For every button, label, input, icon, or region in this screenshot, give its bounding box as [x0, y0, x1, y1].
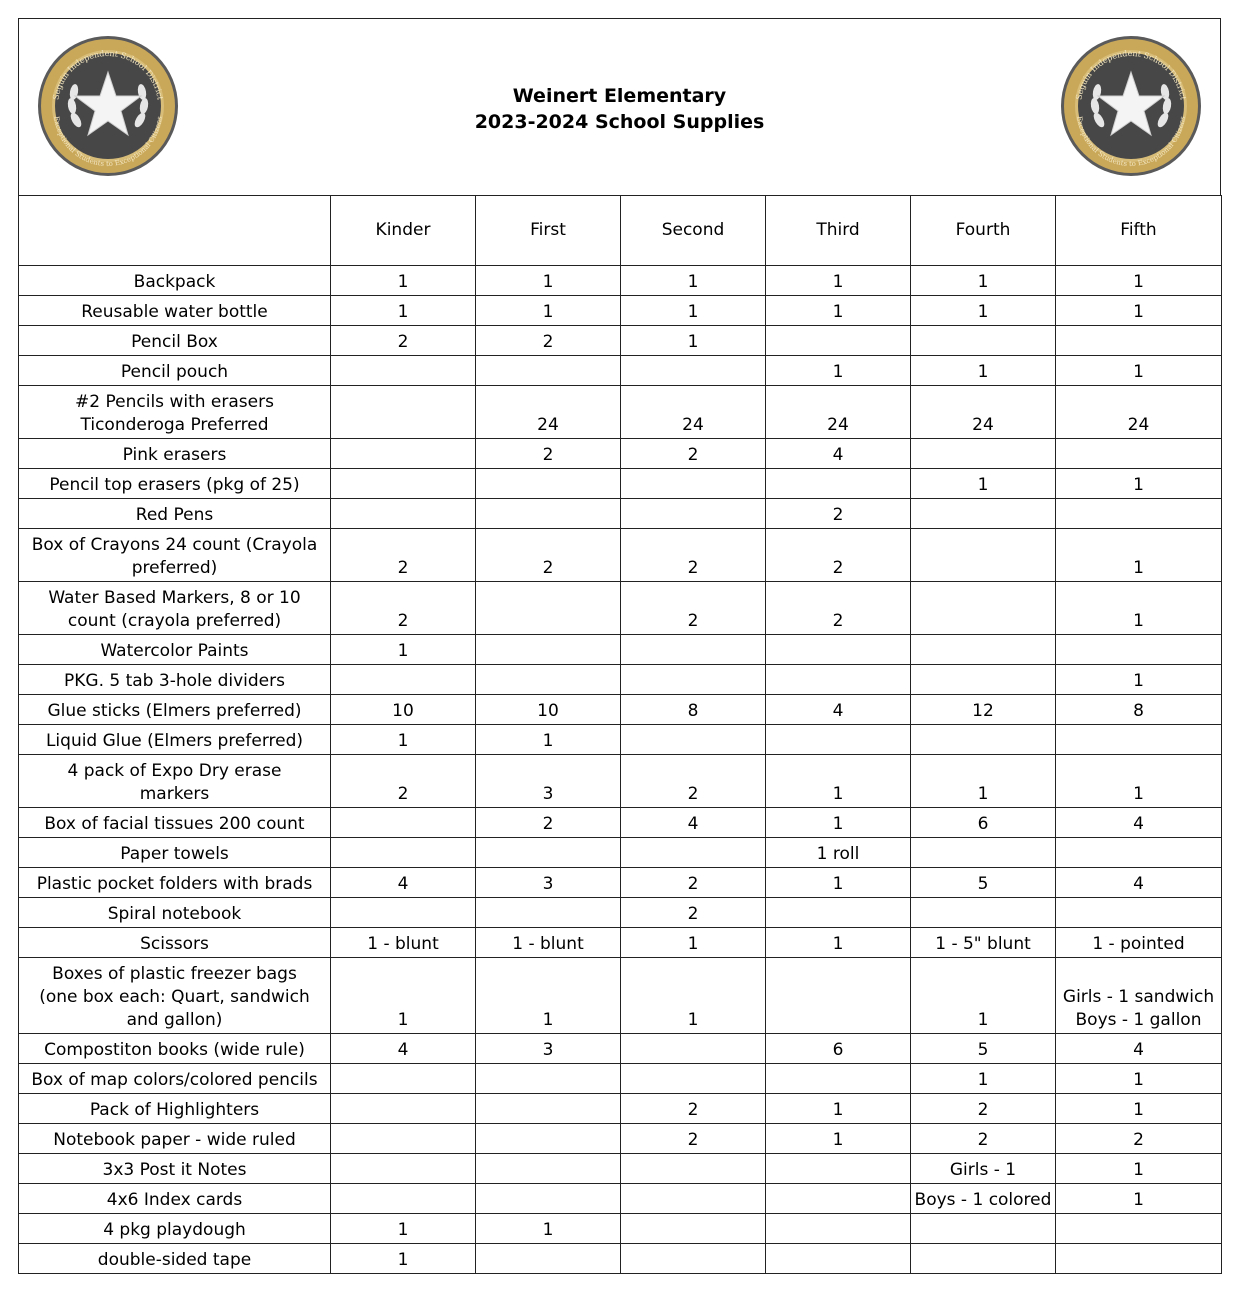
quantity-cell-fifth: [1056, 635, 1222, 665]
quantity-cell-kinder: [331, 499, 476, 529]
quantity-cell-first: 3: [476, 868, 621, 898]
quantity-cell-second: [621, 1154, 766, 1184]
quantity-cell-first: 2: [476, 808, 621, 838]
table-row: [19, 958, 1222, 1034]
quantity-cell-first: [476, 1124, 621, 1154]
quantity-cell-second: 2: [621, 529, 766, 582]
quantity-cell-first: 1: [476, 266, 621, 296]
quantity-cell-kinder: 1: [331, 1244, 476, 1274]
quantity-cell-fifth: 1: [1056, 1094, 1222, 1124]
table-row: [19, 838, 1222, 868]
quantity-cell-third: [766, 1184, 911, 1214]
quantity-cell-second: 8: [621, 695, 766, 725]
quantity-cell-fifth: 2: [1056, 1124, 1222, 1154]
svg-text:Seguin Independent School Dist: Seguin Independent School District: [51, 48, 165, 101]
quantity-cell-kinder: 1 - blunt: [331, 928, 476, 958]
quantity-cell-first: 2: [476, 529, 621, 582]
table-row: [19, 356, 1222, 386]
item-name-cell: Spiral notebook: [19, 898, 331, 928]
quantity-cell-fourth: 1: [911, 356, 1056, 386]
table-row: [19, 1124, 1222, 1154]
quantity-cell-first: [476, 1154, 621, 1184]
quantity-cell-first: [476, 1184, 621, 1214]
quantity-cell-kinder: 2: [331, 755, 476, 808]
quantity-cell-first: 1: [476, 296, 621, 326]
table-row: [19, 1154, 1222, 1184]
table-row: [19, 1064, 1222, 1094]
quantity-cell-fifth: [1056, 499, 1222, 529]
quantity-cell-second: [621, 356, 766, 386]
quantity-cell-first: [476, 1244, 621, 1274]
list-title: 2023-2024 School Supplies: [474, 111, 765, 133]
quantity-cell-kinder: [331, 838, 476, 868]
quantity-cell-third: 1: [766, 868, 911, 898]
quantity-cell-second: 1: [621, 266, 766, 296]
quantity-cell-third: [766, 1244, 911, 1274]
item-name-cell: Pink erasers: [19, 439, 331, 469]
item-name-cell: Box of map colors/colored pencils: [19, 1064, 331, 1094]
quantity-cell-kinder: [331, 665, 476, 695]
quantity-cell-fifth: 8: [1056, 695, 1222, 725]
quantity-cell-fifth: 1: [1056, 296, 1222, 326]
item-name-cell: 3x3 Post it Notes: [19, 1154, 331, 1184]
quantity-cell-first: [476, 469, 621, 499]
quantity-cell-fourth: [911, 1214, 1056, 1244]
quantity-cell-second: 2: [621, 1094, 766, 1124]
table-row: [19, 529, 1222, 582]
item-name-cell: #2 Pencils with erasers Ticonderoga Preferred: [19, 386, 331, 439]
quantity-cell-kinder: 10: [331, 695, 476, 725]
quantity-cell-second: [621, 1214, 766, 1244]
table-row: [19, 296, 1222, 326]
svg-text:Exceptional Students to Except: Exceptional Students to Exceptional Citizens: [1075, 115, 1187, 169]
quantity-cell-first: 1: [476, 958, 621, 1034]
table-row: [19, 326, 1222, 356]
svg-text:Seguin Independent School Dist: Seguin Independent School District: [1074, 48, 1188, 101]
quantity-cell-fifth: [1056, 725, 1222, 755]
table-row: [19, 469, 1222, 499]
quantity-cell-second: [621, 838, 766, 868]
quantity-cell-second: 1: [621, 296, 766, 326]
quantity-cell-kinder: [331, 439, 476, 469]
quantity-cell-first: [476, 356, 621, 386]
quantity-cell-second: 2: [621, 439, 766, 469]
table-row: [19, 499, 1222, 529]
quantity-cell-fourth: Boys - 1 colored: [911, 1184, 1056, 1214]
quantity-cell-fifth: Girls - 1 sandwich Boys - 1 gallon: [1056, 958, 1222, 1034]
item-name-cell: Liquid Glue (Elmers preferred): [19, 725, 331, 755]
quantity-cell-second: 2: [621, 1124, 766, 1154]
quantity-cell-fifth: [1056, 1214, 1222, 1244]
item-name-cell: Pack of Highlighters: [19, 1094, 331, 1124]
item-name-cell: Compostiton books (wide rule): [19, 1034, 331, 1064]
quantity-cell-fifth: 1: [1056, 266, 1222, 296]
header-cell-first: First: [476, 196, 621, 266]
quantity-cell-fourth: [911, 499, 1056, 529]
table-row: [19, 755, 1222, 808]
quantity-cell-second: [621, 1034, 766, 1064]
quantity-cell-first: 1 - blunt: [476, 928, 621, 958]
item-name-cell: Pencil top erasers (pkg of 25): [19, 469, 331, 499]
item-name-cell: Boxes of plastic freezer bags (one box each: Quart, sandwich and gallon): [19, 958, 331, 1034]
item-name-cell: PKG. 5 tab 3-hole dividers: [19, 665, 331, 695]
quantity-cell-third: 2: [766, 582, 911, 635]
header-cell-second: Second: [621, 196, 766, 266]
grade-header-row: [19, 196, 1222, 266]
quantity-cell-fourth: 1: [911, 296, 1056, 326]
quantity-cell-second: 1: [621, 928, 766, 958]
quantity-cell-fifth: 1: [1056, 529, 1222, 582]
school-name: Weinert Elementary: [512, 85, 727, 107]
quantity-cell-kinder: 1: [331, 1214, 476, 1244]
quantity-cell-first: [476, 838, 621, 868]
quantity-cell-second: 24: [621, 386, 766, 439]
supply-sheet: [18, 18, 1221, 1274]
district-seal-right: [1059, 34, 1203, 178]
quantity-cell-first: 1: [476, 725, 621, 755]
quantity-cell-kinder: [331, 808, 476, 838]
quantity-cell-third: [766, 635, 911, 665]
item-name-cell: 4 pack of Expo Dry erase markers: [19, 755, 331, 808]
quantity-cell-third: 4: [766, 695, 911, 725]
quantity-cell-second: [621, 469, 766, 499]
quantity-cell-second: [621, 1064, 766, 1094]
quantity-cell-kinder: 4: [331, 1034, 476, 1064]
quantity-cell-first: [476, 1064, 621, 1094]
quantity-cell-fourth: 5: [911, 1034, 1056, 1064]
quantity-cell-fourth: 1: [911, 958, 1056, 1034]
quantity-cell-third: 1: [766, 266, 911, 296]
quantity-cell-second: [621, 1184, 766, 1214]
quantity-cell-fifth: [1056, 838, 1222, 868]
quantity-cell-first: [476, 898, 621, 928]
quantity-cell-third: 1: [766, 1124, 911, 1154]
quantity-cell-kinder: 1: [331, 958, 476, 1034]
quantity-cell-fifth: 1: [1056, 665, 1222, 695]
table-row: [19, 868, 1222, 898]
quantity-cell-fourth: Girls - 1: [911, 1154, 1056, 1184]
item-name-cell: 4x6 Index cards: [19, 1184, 331, 1214]
quantity-cell-first: 2: [476, 326, 621, 356]
quantity-cell-first: [476, 665, 621, 695]
quantity-cell-third: 2: [766, 529, 911, 582]
svg-text:Exceptional Students to Except: Exceptional Students to Exceptional Citizens: [52, 115, 164, 169]
quantity-cell-kinder: 2: [331, 529, 476, 582]
quantity-cell-third: [766, 898, 911, 928]
quantity-cell-fifth: 1 - pointed: [1056, 928, 1222, 958]
quantity-cell-third: 1: [766, 1094, 911, 1124]
item-name-cell: 4 pkg playdough: [19, 1214, 331, 1244]
quantity-cell-fifth: 1: [1056, 582, 1222, 635]
item-name-cell: Reusable water bottle: [19, 296, 331, 326]
quantity-cell-third: 2: [766, 499, 911, 529]
item-name-cell: Box of facial tissues 200 count: [19, 808, 331, 838]
quantity-cell-second: [621, 725, 766, 755]
quantity-cell-fifth: 1: [1056, 1064, 1222, 1094]
quantity-cell-kinder: 2: [331, 582, 476, 635]
quantity-cell-fifth: [1056, 898, 1222, 928]
item-name-cell: Water Based Markers, 8 or 10 count (crayola preferred): [19, 582, 331, 635]
quantity-cell-fifth: 1: [1056, 356, 1222, 386]
quantity-cell-second: [621, 1244, 766, 1274]
quantity-cell-third: 1: [766, 356, 911, 386]
item-name-cell: Box of Crayons 24 count (Crayola preferred): [19, 529, 331, 582]
quantity-cell-second: [621, 499, 766, 529]
quantity-cell-fifth: [1056, 439, 1222, 469]
quantity-cell-fifth: [1056, 1244, 1222, 1274]
table-row: [19, 898, 1222, 928]
table-row: [19, 928, 1222, 958]
quantity-cell-kinder: [331, 1124, 476, 1154]
item-name-cell: Red Pens: [19, 499, 331, 529]
quantity-cell-fourth: 1: [911, 755, 1056, 808]
quantity-cell-second: [621, 635, 766, 665]
quantity-cell-fourth: 1: [911, 469, 1056, 499]
quantity-cell-first: [476, 582, 621, 635]
item-name-cell: Backpack: [19, 266, 331, 296]
header-cell-kinder: Kinder: [331, 196, 476, 266]
quantity-cell-fourth: [911, 1244, 1056, 1274]
quantity-cell-fourth: 24: [911, 386, 1056, 439]
header-cell-fourth: Fourth: [911, 196, 1056, 266]
quantity-cell-second: 2: [621, 582, 766, 635]
item-name-cell: Pencil Box: [19, 326, 331, 356]
table-row: [19, 725, 1222, 755]
quantity-cell-fourth: [911, 582, 1056, 635]
quantity-cell-third: [766, 1154, 911, 1184]
quantity-cell-third: 4: [766, 439, 911, 469]
quantity-cell-first: [476, 499, 621, 529]
quantity-cell-fifth: 1: [1056, 1154, 1222, 1184]
header-cell-third: Third: [766, 196, 911, 266]
item-name-cell: double-sided tape: [19, 1244, 331, 1274]
supplies-table: [18, 195, 1222, 1274]
quantity-cell-kinder: [331, 386, 476, 439]
sheet-header: [18, 18, 1221, 195]
quantity-cell-second: 1: [621, 958, 766, 1034]
quantity-cell-first: 1: [476, 1214, 621, 1244]
quantity-cell-kinder: [331, 1154, 476, 1184]
quantity-cell-fourth: 12: [911, 695, 1056, 725]
quantity-cell-second: 1: [621, 326, 766, 356]
quantity-cell-first: [476, 1094, 621, 1124]
quantity-cell-third: [766, 725, 911, 755]
item-name-cell: Plastic pocket folders with brads: [19, 868, 331, 898]
quantity-cell-second: [621, 665, 766, 695]
quantity-cell-fourth: [911, 635, 1056, 665]
quantity-cell-first: 2: [476, 439, 621, 469]
quantity-cell-fourth: [911, 529, 1056, 582]
item-name-cell: Watercolor Paints: [19, 635, 331, 665]
item-name-cell: Notebook paper - wide ruled: [19, 1124, 331, 1154]
header-cell-item: [19, 196, 331, 266]
quantity-cell-fifth: 4: [1056, 808, 1222, 838]
table-row: [19, 1184, 1222, 1214]
quantity-cell-kinder: [331, 1064, 476, 1094]
quantity-cell-fifth: 4: [1056, 1034, 1222, 1064]
quantity-cell-fifth: 1: [1056, 1184, 1222, 1214]
quantity-cell-fourth: 1 - 5" blunt: [911, 928, 1056, 958]
quantity-cell-second: 2: [621, 868, 766, 898]
quantity-cell-fourth: [911, 898, 1056, 928]
quantity-cell-third: [766, 665, 911, 695]
quantity-cell-kinder: [331, 1184, 476, 1214]
quantity-cell-kinder: 1: [331, 725, 476, 755]
quantity-cell-fourth: [911, 439, 1056, 469]
table-row: [19, 665, 1222, 695]
quantity-cell-kinder: 2: [331, 326, 476, 356]
quantity-cell-third: 1: [766, 808, 911, 838]
quantity-cell-fifth: [1056, 326, 1222, 356]
quantity-cell-third: 1: [766, 296, 911, 326]
table-row: [19, 635, 1222, 665]
quantity-cell-kinder: 1: [331, 635, 476, 665]
quantity-cell-second: 2: [621, 898, 766, 928]
quantity-cell-first: 3: [476, 1034, 621, 1064]
table-row: [19, 582, 1222, 635]
table-row: [19, 1244, 1222, 1274]
title-block: [19, 83, 1220, 135]
quantity-cell-first: 3: [476, 755, 621, 808]
table-row: [19, 695, 1222, 725]
quantity-cell-fifth: 1: [1056, 755, 1222, 808]
quantity-cell-fourth: 6: [911, 808, 1056, 838]
item-name-cell: Glue sticks (Elmers preferred): [19, 695, 331, 725]
quantity-cell-third: 1 roll: [766, 838, 911, 868]
quantity-cell-third: 6: [766, 1034, 911, 1064]
quantity-cell-fourth: 1: [911, 1064, 1056, 1094]
quantity-cell-kinder: 1: [331, 296, 476, 326]
quantity-cell-second: 2: [621, 755, 766, 808]
quantity-cell-fourth: 5: [911, 868, 1056, 898]
quantity-cell-first: 10: [476, 695, 621, 725]
quantity-cell-fourth: [911, 725, 1056, 755]
quantity-cell-first: [476, 635, 621, 665]
item-name-cell: Pencil pouch: [19, 356, 331, 386]
quantity-cell-fourth: 2: [911, 1094, 1056, 1124]
quantity-cell-fourth: [911, 665, 1056, 695]
quantity-cell-third: [766, 1214, 911, 1244]
quantity-cell-third: [766, 1064, 911, 1094]
quantity-cell-kinder: [331, 469, 476, 499]
quantity-cell-fourth: 1: [911, 266, 1056, 296]
quantity-cell-kinder: [331, 1094, 476, 1124]
table-row: [19, 1094, 1222, 1124]
quantity-cell-second: 4: [621, 808, 766, 838]
table-row: [19, 386, 1222, 439]
item-name-cell: Paper towels: [19, 838, 331, 868]
quantity-cell-third: 1: [766, 928, 911, 958]
quantity-cell-fifth: 1: [1056, 469, 1222, 499]
table-row: [19, 439, 1222, 469]
quantity-cell-fourth: [911, 326, 1056, 356]
table-row: [19, 1214, 1222, 1244]
quantity-cell-third: 24: [766, 386, 911, 439]
quantity-cell-kinder: 4: [331, 868, 476, 898]
quantity-cell-kinder: [331, 898, 476, 928]
quantity-cell-first: 24: [476, 386, 621, 439]
quantity-cell-third: [766, 469, 911, 499]
table-row: [19, 1034, 1222, 1064]
quantity-cell-kinder: [331, 356, 476, 386]
item-name-cell: Scissors: [19, 928, 331, 958]
table-row: [19, 808, 1222, 838]
header-cell-fifth: Fifth: [1056, 196, 1222, 266]
quantity-cell-third: [766, 326, 911, 356]
quantity-cell-third: [766, 958, 911, 1034]
quantity-cell-fifth: 4: [1056, 868, 1222, 898]
quantity-cell-fourth: 2: [911, 1124, 1056, 1154]
quantity-cell-kinder: 1: [331, 266, 476, 296]
quantity-cell-fifth: 24: [1056, 386, 1222, 439]
quantity-cell-fourth: [911, 838, 1056, 868]
table-row: [19, 266, 1222, 296]
quantity-cell-third: 1: [766, 755, 911, 808]
